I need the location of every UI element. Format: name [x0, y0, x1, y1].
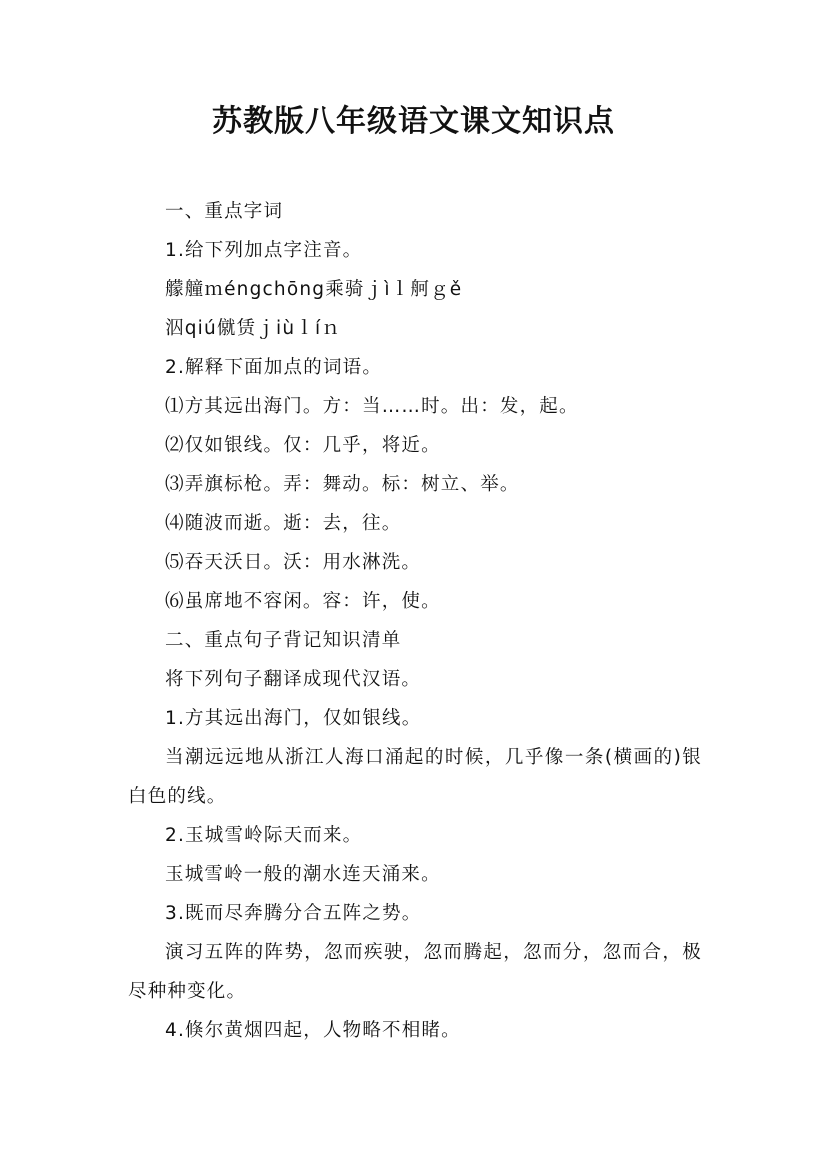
definition-item-6: ⑹虽席地不容闲。容：许，使。 — [165, 591, 441, 612]
pinyin-line-1: 艨艟ｍéngchōng乘骑ｊìｌ舸ｇě — [165, 279, 463, 300]
exercise-2-prompt: 2.解释下面加点的词语。 — [165, 357, 383, 378]
definition-item-2: ⑵仅如银线。仅：几乎，将近。 — [165, 435, 441, 456]
definition-item-3: ⑶弄旗标枪。弄：舞动。标：树立、举。 — [165, 474, 520, 495]
document-title: 苏教版八年级语文课文知识点 — [212, 104, 615, 139]
sentence-1: 1.方其远出海门，仅如银线。 — [165, 708, 422, 729]
section-heading-key-words: 一、重点字词 — [165, 201, 284, 222]
sentence-4: 4.倏尔黄烟四起，人物略不相睹。 — [165, 1020, 461, 1041]
sentence-2: 2.玉城雪岭际天而来。 — [165, 825, 363, 846]
translation-instruction: 将下列句子翻译成现代汉语。 — [165, 669, 422, 690]
translation-3: 演习五阵的阵势，忽而疾驶，忽而腾起，忽而分，忽而合，极尽种种变化。 — [128, 942, 702, 1002]
definition-item-5: ⑸吞天沃日。沃：用水淋洗。 — [165, 552, 422, 573]
document-body — [128, 192, 702, 1050]
pinyin-line-2: 泅qiú僦赁ｊiùｌíｎ — [165, 318, 342, 339]
exercise-1-prompt: 1.给下列加点字注音。 — [165, 240, 363, 261]
translation-2: 玉城雪岭一般的潮水连天涌来。 — [165, 864, 441, 885]
section-heading-key-sentences: 二、重点句子背记知识清单 — [165, 630, 402, 651]
translation-1: 当潮远远地从浙江人海口涌起的时候，几乎像一条(横画的)银白色的线。 — [128, 747, 702, 807]
definition-item-4: ⑷随波而逝。逝：去，往。 — [165, 513, 402, 534]
sentence-3: 3.既而尽奔腾分合五阵之势。 — [165, 903, 422, 924]
definition-item-1: ⑴方其远出海门。方：当……时。出：发，起。 — [165, 396, 579, 417]
